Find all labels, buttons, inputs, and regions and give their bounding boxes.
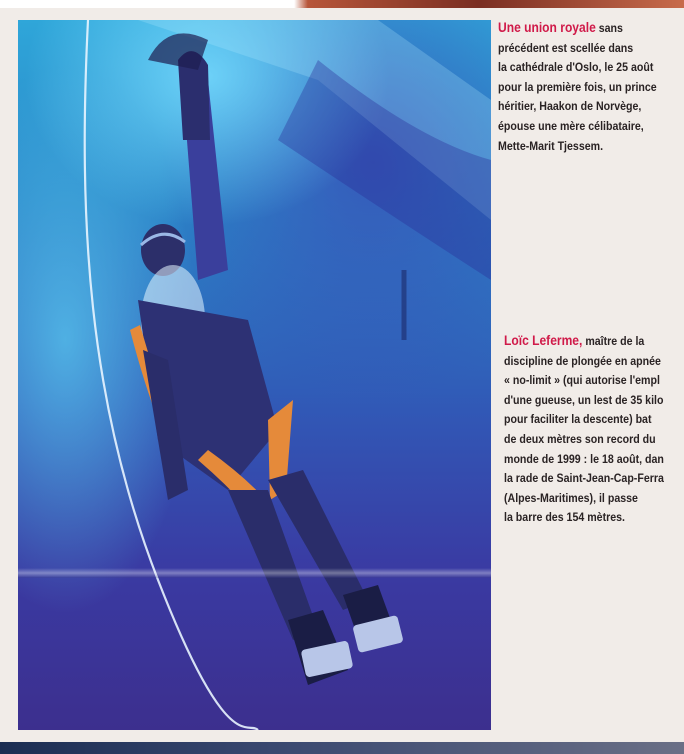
caption-freediving-record xyxy=(504,331,664,528)
caption-line: épouse une mère célibataire, xyxy=(498,118,644,133)
adjacent-page-strip-bottom xyxy=(0,742,684,754)
caption-lead: Loïc Leferme, xyxy=(504,333,583,348)
caption-line: précédent est scellée dans xyxy=(498,40,634,55)
caption-lead: Une union royale xyxy=(498,20,596,35)
caption-line: pour faciliter la descente) bat xyxy=(504,412,652,427)
caption-line: héritier, Haakon de Norvège, xyxy=(498,99,642,114)
caption-line: la barre des 154 mètres. xyxy=(504,510,625,525)
underwater-freediver-photo xyxy=(18,20,491,730)
caption-line: (Alpes-Maritimes), il passe xyxy=(504,490,638,505)
freediver-illustration xyxy=(18,20,491,730)
caption-line: « no-limit » (qui autorise l'empl xyxy=(504,373,660,388)
caption-line: la rade de Saint-Jean-Cap-Ferra xyxy=(504,471,664,486)
caption-line: monde de 1999 : le 18 août, dan xyxy=(504,451,664,466)
adjacent-page-strip-top xyxy=(0,0,684,8)
page-fold-crease xyxy=(18,568,491,578)
caption-line: de deux mètres son record du xyxy=(504,431,656,446)
caption-line: pour la première fois, un prince xyxy=(498,79,657,94)
caption-line: la cathédrale d'Oslo, le 25 août xyxy=(498,60,654,75)
caption-line: maître de la xyxy=(582,334,645,348)
caption-line: Mette-Marit Tjessem. xyxy=(498,138,604,153)
caption-royal-wedding xyxy=(498,18,657,156)
caption-line: sans xyxy=(595,21,623,35)
caption-line: discipline de plongée en apnée xyxy=(504,353,661,368)
caption-line: d'une gueuse, un lest de 35 kilo xyxy=(504,392,664,407)
